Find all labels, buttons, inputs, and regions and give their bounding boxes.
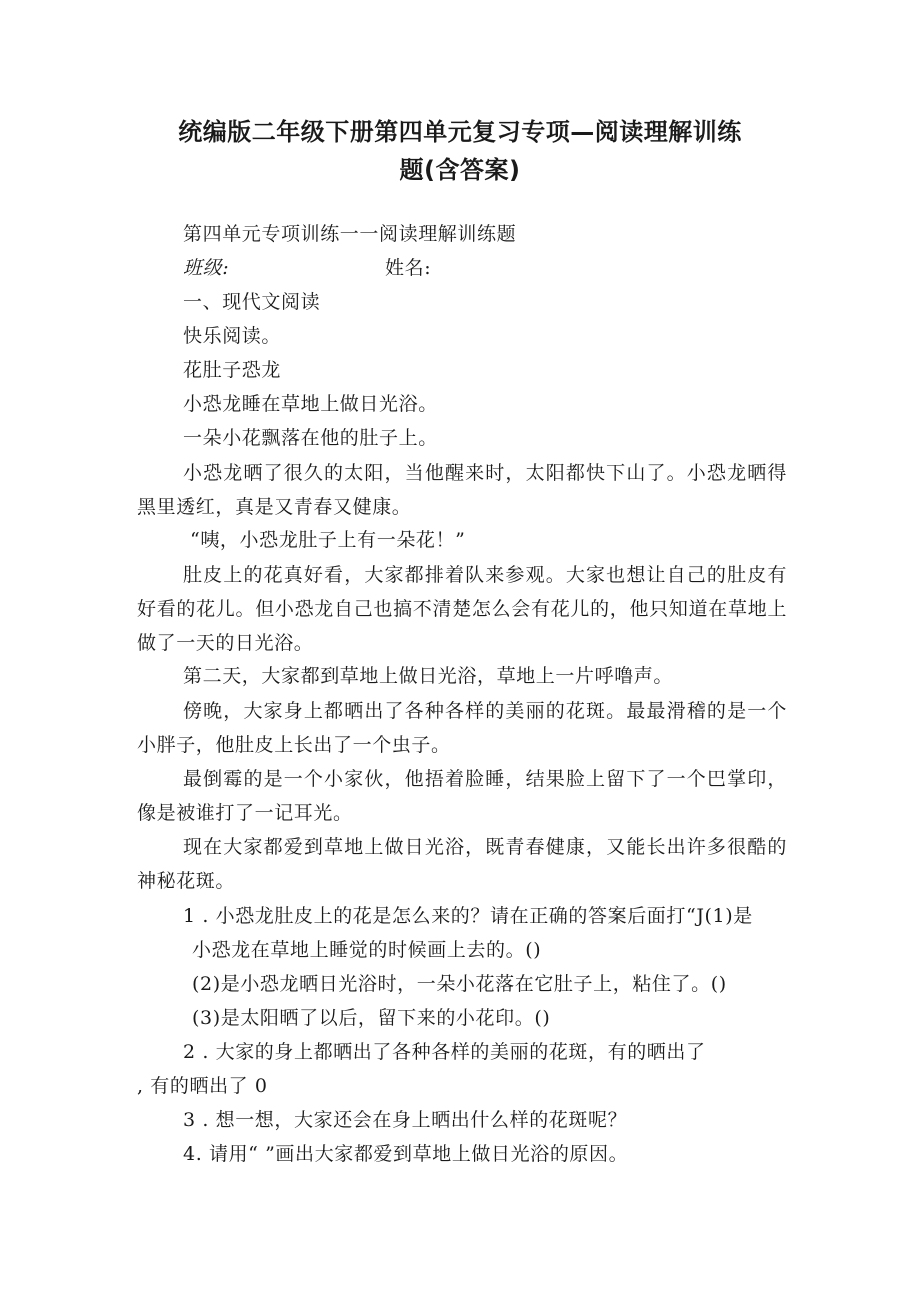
question-1-option-3: (3)是太阳晒了以后，留下来的小花印。()	[192, 1007, 551, 1029]
worksheet-subtitle: 第四单元专项训练一一阅读理解训练题	[183, 223, 517, 245]
story-paragraph: 傍晚，大家身上都晒出了各种各样的美丽的花斑。最最滑稽的是一个小胖子，他肚皮上长出了一个虫子。	[137, 700, 787, 756]
question-2-continued: , 有的晒出了 0	[137, 1075, 268, 1097]
story-paragraph: 一朵小花飘落在他的肚子上。	[183, 427, 438, 449]
story-paragraph: 小恐龙睡在草地上做日光浴。	[183, 393, 438, 415]
story-paragraph: 第二天，大家都到草地上做日光浴，草地上一片呼噜声。	[183, 665, 674, 687]
question-2: 2 . 大家的身上都晒出了各种各样的美丽的花斑，有的晒出了	[183, 1041, 706, 1063]
question-1-continued: 小恐龙在草地上睡觉的时候画上去的。()	[192, 939, 542, 961]
document-title-line-1: 统编版二年级下册第四单元复习专项—阅读理解训练	[178, 118, 742, 146]
question-4: 4. 请用“ ”画出大家都爱到草地上做日光浴的原因。	[183, 1143, 629, 1165]
name-label: 姓名:	[385, 257, 432, 279]
story-paragraph: 肚皮上的花真好看，大家都排着队来参观。大家也想让自己的肚皮有好看的花儿。但小恐龙自己也搞不清楚怎么会有花儿的，他只知道在草地上做了一天的日光浴。	[137, 564, 787, 654]
document-title-line-2: 题(含答案)	[399, 156, 521, 184]
question-1-option-2: (2)是小恐龙晒日光浴时，一朵小花落在它肚子上，粘住了。()	[192, 973, 727, 995]
story-paragraph: 现在大家都爱到草地上做日光浴，既青春健康，又能长出许多很酷的神秘花斑。	[137, 836, 787, 892]
class-label: 班级:	[183, 257, 230, 279]
story-title: 花肚子恐龙	[183, 359, 282, 381]
reading-instruction: 快乐阅读。	[183, 325, 282, 347]
story-quote: “咦，小恐龙肚子上有一朵花！”	[190, 529, 466, 551]
story-paragraph: 最倒霉的是一个小家伙，他捂着脸睡，结果脸上留下了一个巴掌印，像是被谁打了一记耳光。	[137, 768, 787, 824]
story-paragraph: 小恐龙晒了很久的太阳，当他醒来时，太阳都快下山了。小恐龙晒得黑里透红，真是又青春又健康。	[137, 462, 787, 518]
question-1: 1 . 小恐龙肚皮上的花是怎么来的？请在正确的答案后面打“J(1)是	[183, 905, 753, 927]
section-heading: 一、现代文阅读	[183, 291, 321, 313]
question-3: 3 . 想一想，大家还会在身上晒出什么样的花斑呢？	[183, 1109, 628, 1131]
